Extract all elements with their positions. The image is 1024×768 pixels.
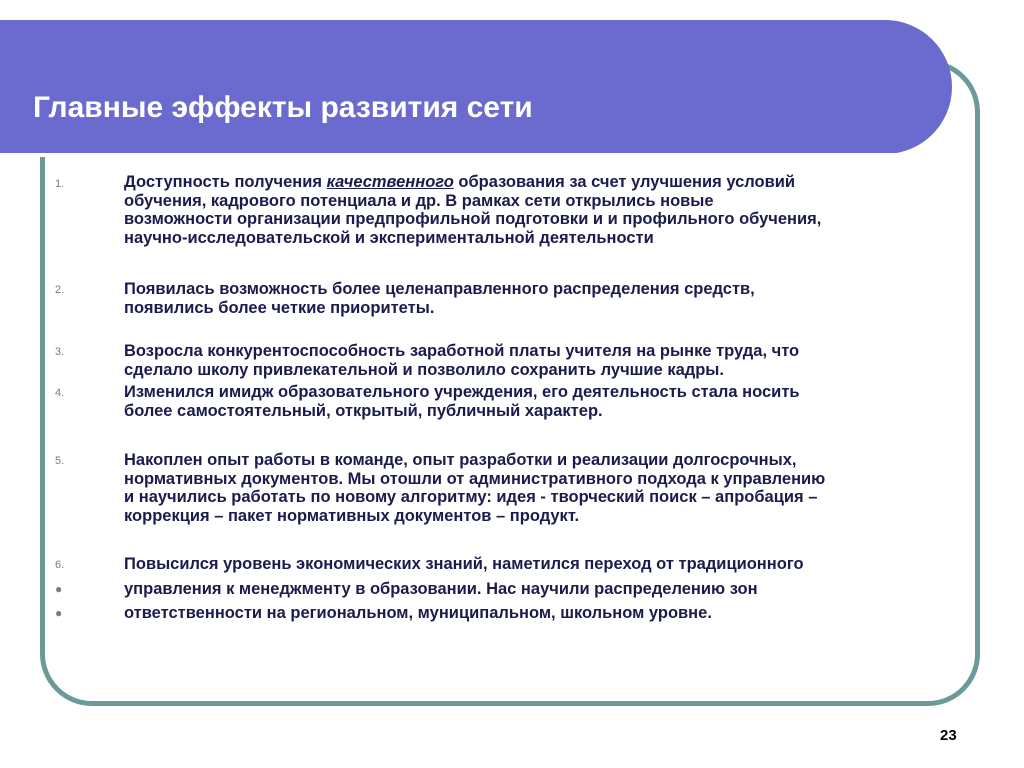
item-text: ответственности на региональном, муниципальном, школьном уровне. [124, 604, 712, 622]
list-item [124, 451, 974, 525]
list-number: 4. [55, 387, 65, 399]
page-number: 23 [940, 727, 957, 744]
list-item [124, 555, 974, 574]
item-text: Появилась возможность более целенаправленного распределения средств, появились более четкие приоритеты. [124, 280, 755, 317]
list-number: 3. [55, 346, 65, 358]
item-text: Накоплен опыт работы в команде, опыт разработки и реализации долгосрочных, нормативных документов. Мы отошли от административного подхода к управлению и научились работать по новому алгоритму: идея - творческий поиск – апробация – коррекция – пакет нормативных документов – продукт. [124, 451, 826, 525]
slide-title: Главные эффекты развития сети [33, 91, 533, 124]
list-number: 2. [55, 284, 65, 296]
item-text: Изменился имидж образовательного учреждения, его деятельность стала носить более самостоятельный, открытый, публичный характер. [124, 383, 800, 420]
bullet-icon: ● [55, 582, 63, 596]
list-item [124, 604, 974, 623]
item-text: Возросла конкурентоспособность заработной платы учителя на рынке труда, что сделало школу привлекательной и позволило сохранить лучшие кадры. [124, 342, 800, 379]
item-text-part: образования за счет улучшения условий обучения, кадрового потенциала и др. В рамках сети открылись новые возможности организации предпрофильной подготовки и и профильного обучения, научно-исследовательской и экспериментальной деятельности [124, 173, 822, 247]
bullet-icon: ● [55, 606, 63, 620]
list-item [124, 280, 974, 317]
item-emphasis: качественного [326, 173, 454, 191]
item-text: Повысился уровень экономических знаний, наметился переход от традиционного [124, 555, 804, 573]
list-number: 5. [55, 455, 65, 467]
list-number: 6. [55, 559, 65, 571]
item-text: управления к менеджменту в образовании. Нас научили распределению зон [124, 580, 758, 598]
item-text-part: Доступность получения [124, 173, 327, 191]
list-item [124, 173, 974, 247]
list-item [124, 580, 974, 599]
list-number: 1. [55, 178, 65, 190]
list-item [124, 342, 974, 379]
list-item [124, 383, 974, 420]
